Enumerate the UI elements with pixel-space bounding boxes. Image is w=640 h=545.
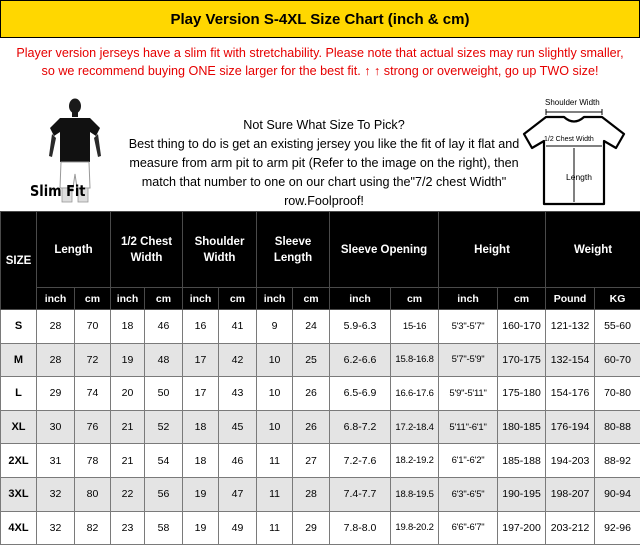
table-cell: 16.6-17.6	[391, 377, 439, 411]
table-cell: 7.8-8.0	[330, 511, 391, 545]
table-cell: 6.8-7.2	[330, 410, 391, 444]
table-cell: 185-188	[498, 444, 546, 478]
chest-width-label: 1/2 Chest Width	[544, 136, 594, 143]
table-cell: 29	[37, 377, 75, 411]
table-cell: 15.8-16.8	[391, 343, 439, 377]
table-cell: 90-94	[595, 477, 640, 511]
table-cell: 5'9"-5'11"	[439, 377, 498, 411]
table-cell: 28	[37, 310, 75, 344]
size-instructions	[126, 116, 522, 211]
table-cell: 11	[257, 511, 293, 545]
table-row	[1, 511, 640, 545]
table-cell: 6'1"-6'2"	[439, 444, 498, 478]
table-cell: 6.5-6.9	[330, 377, 391, 411]
size-cell: XL	[1, 410, 37, 444]
table-cell: 7.2-7.6	[330, 444, 391, 478]
table-cell: 6'3"-6'5"	[439, 477, 498, 511]
chest-header: 1/2 Chest Width	[111, 212, 183, 288]
table-cell: 54	[145, 444, 183, 478]
size-cell: 3XL	[1, 477, 37, 511]
table-cell: 41	[219, 310, 257, 344]
instructions-body: Best thing to do is get an existing jersey you like the fit of lay it flat and measure from arm pit to arm pit (Refer to the image on the right), then match that number to one on our chart using the"7/2 chest Width" row.Foolproof!	[128, 137, 520, 208]
table-cell: 160-170	[498, 310, 546, 344]
chart-title: Play Version S-4XL Size Chart (inch & cm)	[0, 0, 640, 38]
table-cell: 5'3"-5'7"	[439, 310, 498, 344]
table-cell: 197-200	[498, 511, 546, 545]
table-cell: 46	[145, 310, 183, 344]
table-cell: 19	[111, 343, 145, 377]
table-cell: 60-70	[595, 343, 640, 377]
size-cell: 4XL	[1, 511, 37, 545]
table-cell: 6'6"-6'7"	[439, 511, 498, 545]
table-cell: 31	[37, 444, 75, 478]
table-cell: 18	[111, 310, 145, 344]
table-cell: 198-207	[546, 477, 595, 511]
table-cell: 21	[111, 410, 145, 444]
size-cell: 2XL	[1, 444, 37, 478]
table-cell: 18	[183, 444, 219, 478]
table-cell: 72	[75, 343, 111, 377]
table-cell: 5.9-6.3	[330, 310, 391, 344]
unit-header: KG	[595, 288, 640, 310]
table-cell: 10	[257, 377, 293, 411]
table-cell: 16	[183, 310, 219, 344]
unit-header: cm	[219, 288, 257, 310]
table-cell: 22	[111, 477, 145, 511]
table-cell: 25	[293, 343, 330, 377]
unit-header: cm	[75, 288, 111, 310]
table-cell: 49	[219, 511, 257, 545]
table-cell: 26	[293, 410, 330, 444]
table-cell: 32	[37, 477, 75, 511]
table-cell: 78	[75, 444, 111, 478]
table-row	[1, 477, 640, 511]
table-cell: 30	[37, 410, 75, 444]
table-cell: 28	[37, 343, 75, 377]
height-header: Height	[439, 212, 546, 288]
table-cell: 50	[145, 377, 183, 411]
unit-header: cm	[498, 288, 546, 310]
table-cell: 15-16	[391, 310, 439, 344]
table-cell: 23	[111, 511, 145, 545]
table-cell: 190-195	[498, 477, 546, 511]
unit-header: inch	[439, 288, 498, 310]
table-cell: 92-96	[595, 511, 640, 545]
unit-header: cm	[293, 288, 330, 310]
table-cell: 154-176	[546, 377, 595, 411]
table-cell: 176-194	[546, 410, 595, 444]
table-cell: 18.2-19.2	[391, 444, 439, 478]
size-chart-table	[0, 211, 640, 545]
unit-header: inch	[111, 288, 145, 310]
table-cell: 19	[183, 477, 219, 511]
instructions-heading: Not Sure What Size To Pick?	[243, 118, 405, 132]
table-row	[1, 444, 640, 478]
size-cell: L	[1, 377, 37, 411]
table-cell: 11	[257, 477, 293, 511]
size-cell: S	[1, 310, 37, 344]
table-cell: 70	[75, 310, 111, 344]
unit-header: cm	[391, 288, 439, 310]
table-cell: 88-92	[595, 444, 640, 478]
table-cell: 46	[219, 444, 257, 478]
table-cell: 20	[111, 377, 145, 411]
table-cell: 180-185	[498, 410, 546, 444]
table-cell: 9	[257, 310, 293, 344]
table-cell: 5'7"-5'9"	[439, 343, 498, 377]
table-cell: 6.2-6.6	[330, 343, 391, 377]
table-cell: 29	[293, 511, 330, 545]
table-cell: 194-203	[546, 444, 595, 478]
table-row	[1, 343, 640, 377]
table-cell: 21	[111, 444, 145, 478]
table-cell: 18	[183, 410, 219, 444]
table-cell: 132-154	[546, 343, 595, 377]
table-cell: 203-212	[546, 511, 595, 545]
size-cell: M	[1, 343, 37, 377]
table-cell: 18.8-19.5	[391, 477, 439, 511]
table-cell: 11	[257, 444, 293, 478]
table-cell: 28	[293, 477, 330, 511]
table-cell: 19	[183, 511, 219, 545]
length-header: Length	[37, 212, 111, 288]
table-cell: 47	[219, 477, 257, 511]
unit-header: inch	[183, 288, 219, 310]
unit-header: cm	[145, 288, 183, 310]
shirt-diagram	[516, 94, 636, 206]
table-cell: 80	[75, 477, 111, 511]
table-cell: 74	[75, 377, 111, 411]
sleeve-length-header: Sleeve Length	[257, 212, 330, 288]
table-cell: 10	[257, 343, 293, 377]
table-cell: 121-132	[546, 310, 595, 344]
table-cell: 32	[37, 511, 75, 545]
unit-header: inch	[37, 288, 75, 310]
unit-header: inch	[330, 288, 391, 310]
table-cell: 26	[293, 377, 330, 411]
table-cell: 17	[183, 377, 219, 411]
table-row	[1, 410, 640, 444]
table-cell: 70-80	[595, 377, 640, 411]
table-cell: 19.8-20.2	[391, 511, 439, 545]
table-cell: 55-60	[595, 310, 640, 344]
size-header: SIZE	[1, 212, 37, 310]
table-cell: 48	[145, 343, 183, 377]
table-cell: 58	[145, 511, 183, 545]
slim-fit-label: Slim Fit	[30, 182, 86, 200]
shoulder-header: Shoulder Width	[183, 212, 257, 288]
table-cell: 43	[219, 377, 257, 411]
fit-notice: Player version jerseys have a slim fit with stretchability. Please note that actual sizes may run slightly smaller, so we recommend buying ONE size larger for the best fit. ↑ ↑ strong or overweight, go up TWO size!	[16, 46, 624, 78]
shoulder-width-label: Shoulder Width	[545, 98, 600, 107]
table-cell: 17	[183, 343, 219, 377]
table-cell: 27	[293, 444, 330, 478]
table-row	[1, 310, 640, 344]
table-cell: 5'11"-6'1"	[439, 410, 498, 444]
table-cell: 24	[293, 310, 330, 344]
table-cell: 52	[145, 410, 183, 444]
table-cell: 56	[145, 477, 183, 511]
table-cell: 7.4-7.7	[330, 477, 391, 511]
sleeve-opening-header: Sleeve Opening	[330, 212, 439, 288]
table-cell: 82	[75, 511, 111, 545]
table-cell: 170-175	[498, 343, 546, 377]
table-cell: 17.2-18.4	[391, 410, 439, 444]
table-cell: 45	[219, 410, 257, 444]
table-cell: 10	[257, 410, 293, 444]
length-label: Length	[566, 172, 592, 182]
table-cell: 80-88	[595, 410, 640, 444]
table-cell: 42	[219, 343, 257, 377]
table-cell: 175-180	[498, 377, 546, 411]
tshirt-icon	[516, 108, 636, 206]
unit-header: Pound	[546, 288, 595, 310]
table-row	[1, 377, 640, 411]
unit-header: inch	[257, 288, 293, 310]
table-cell: 76	[75, 410, 111, 444]
weight-header: Weight	[546, 212, 640, 288]
